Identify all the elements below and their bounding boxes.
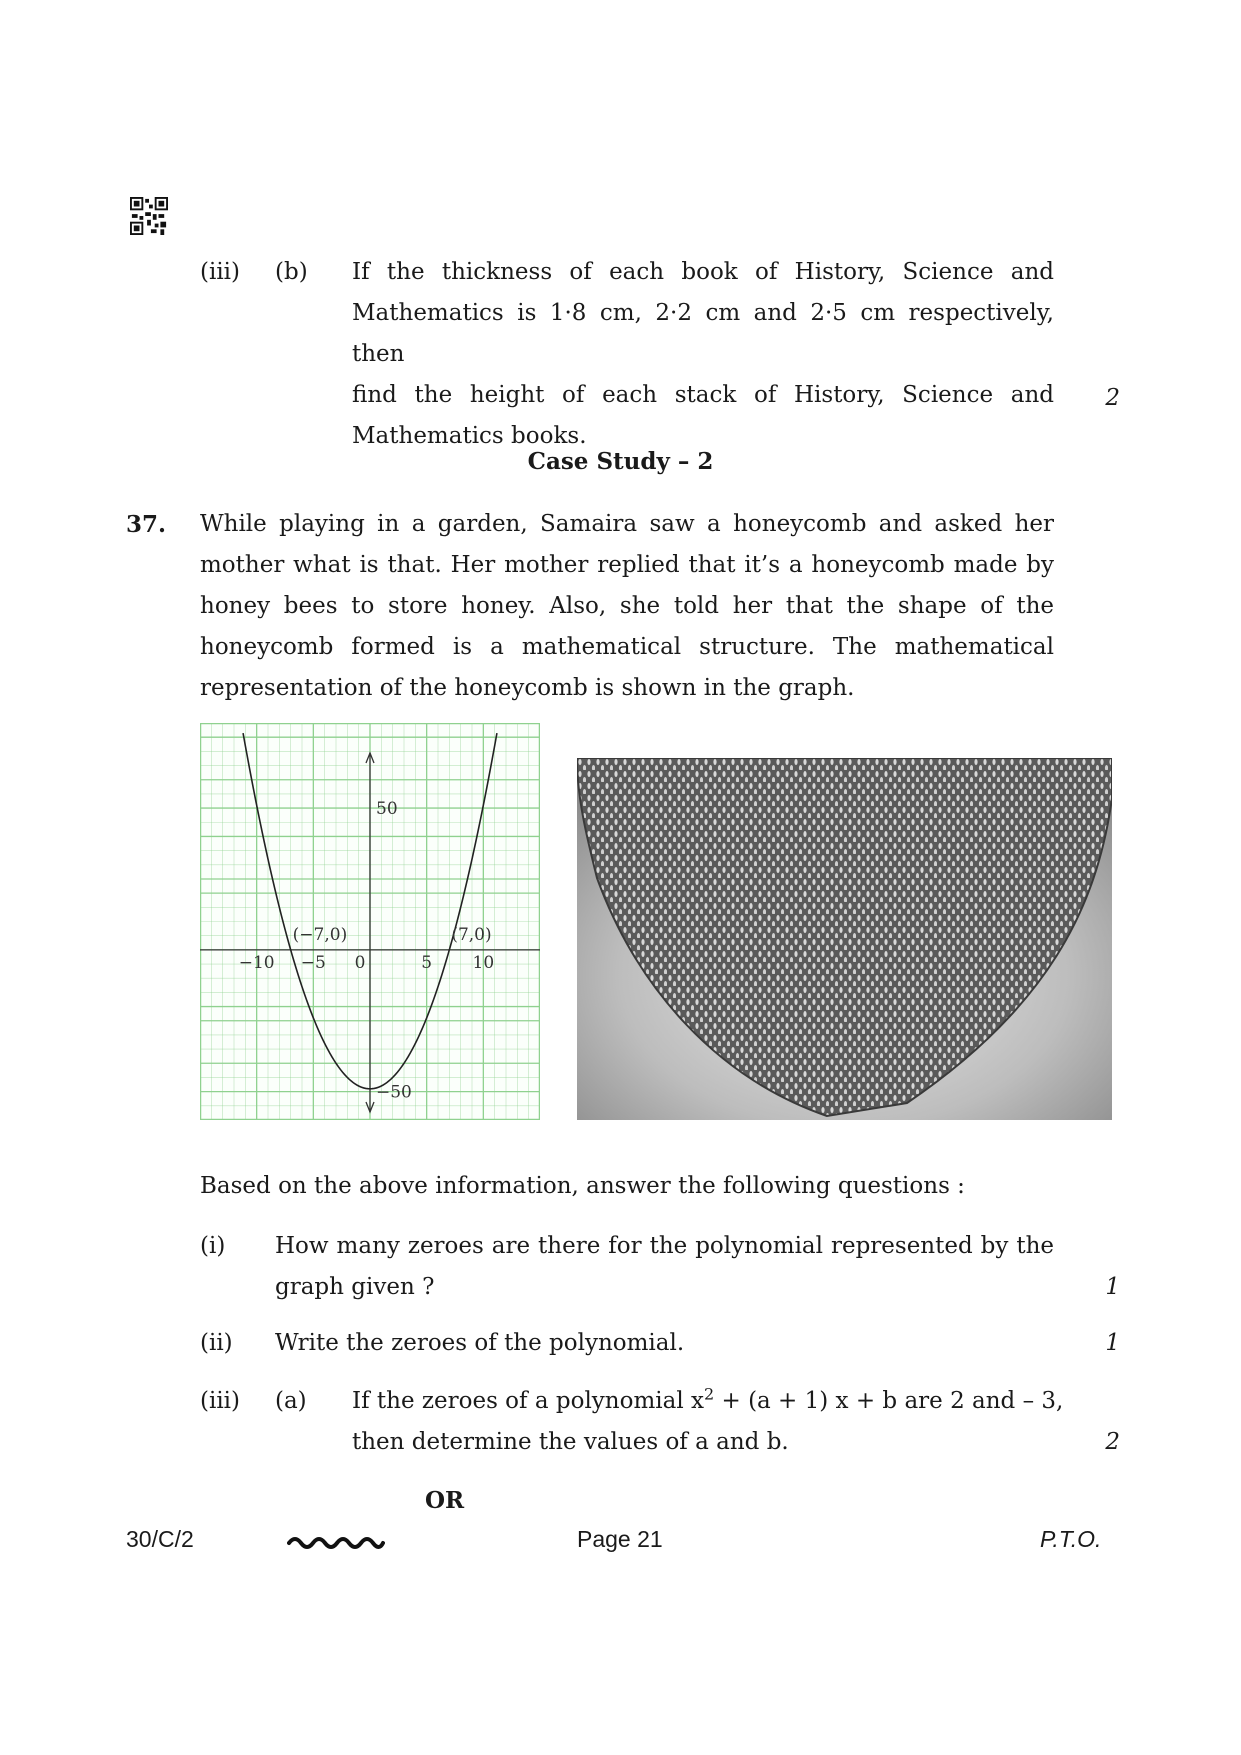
text-line: How many zeroes are there for the polynomial represented by the <box>275 1233 1054 1259</box>
squiggle-divider-icon <box>287 1531 385 1553</box>
question-37-text <box>200 504 1054 709</box>
text-line: honey bees to store honey. Also, she told her that the shape of the <box>200 593 1054 619</box>
pto-label: P.T.O. <box>1040 1526 1102 1552</box>
text-line: honeycomb formed is a mathematical structure. The mathematical <box>200 634 1054 660</box>
sub-question-label: (i) <box>200 1233 226 1259</box>
x-tick-label: 0 <box>354 952 366 973</box>
polynomial-graph <box>200 723 540 1120</box>
paper-code: 30/C/2 <box>126 1526 194 1552</box>
sub-question-label: (iii) <box>200 1388 241 1414</box>
zero-annotation: (−7,0) <box>292 924 348 945</box>
sub-question-iii-line2: then determine the values of a and b. <box>352 1429 789 1455</box>
instruction-text: Based on the above information, answer the following questions : <box>200 1173 965 1199</box>
sub-question-label: (ii) <box>200 1330 233 1356</box>
x-tick-label: 5 <box>421 952 433 973</box>
question-number: 37. <box>126 511 167 538</box>
sub-question-ii: Write the zeroes of the polynomial. <box>275 1330 685 1356</box>
marks: 1 <box>1105 1330 1120 1356</box>
prev-label-iii: (iii) <box>200 259 241 285</box>
or-label: OR <box>425 1487 465 1514</box>
text-line: find the height of each stack of History, Science and <box>352 382 1054 408</box>
qr-code-icon <box>130 197 168 235</box>
text-fragment: + (a + 1) x + b are 2 and – 3, <box>714 1388 1064 1414</box>
x-tick-label: −5 <box>300 952 326 973</box>
text-line: graph given ? <box>275 1274 435 1300</box>
y-tick-label: 50 <box>376 799 398 820</box>
honeycomb-photo <box>577 758 1112 1120</box>
x-tick-label: −10 <box>238 952 275 973</box>
text-line: If the thickness of each book of History, Science and <box>352 259 1054 285</box>
sub-question-part-label: (a) <box>275 1388 307 1414</box>
marks: 2 <box>1105 1429 1120 1455</box>
page-number: Page 21 <box>577 1526 663 1552</box>
text-line: Mathematics is 1·8 cm, 2·2 cm and 2·5 cm respectively, then <box>352 300 1054 367</box>
superscript: 2 <box>703 1384 715 1404</box>
text-line: Mathematics books. <box>352 423 587 449</box>
case-study-title: Case Study – 2 <box>527 448 714 475</box>
text-fragment: If the zeroes of a polynomial x <box>352 1388 704 1414</box>
prev-label-b: (b) <box>275 259 308 285</box>
prev-question-text <box>352 252 1054 457</box>
text-line: While playing in a garden, Samaira saw a honeycomb and asked her <box>200 511 1054 537</box>
sub-question-iii-line1 <box>352 1381 1064 1422</box>
prev-marks: 2 <box>1105 385 1120 411</box>
x-tick-label: 10 <box>472 952 495 973</box>
sub-question-i <box>275 1226 1054 1308</box>
marks: 1 <box>1105 1274 1120 1300</box>
y-tick-label: −50 <box>376 1082 412 1103</box>
text-line: representation of the honeycomb is shown in the graph. <box>200 675 855 701</box>
text-line: mother what is that. Her mother replied that it’s a honeycomb made by <box>200 552 1054 578</box>
zero-annotation: (7,0) <box>451 924 492 945</box>
